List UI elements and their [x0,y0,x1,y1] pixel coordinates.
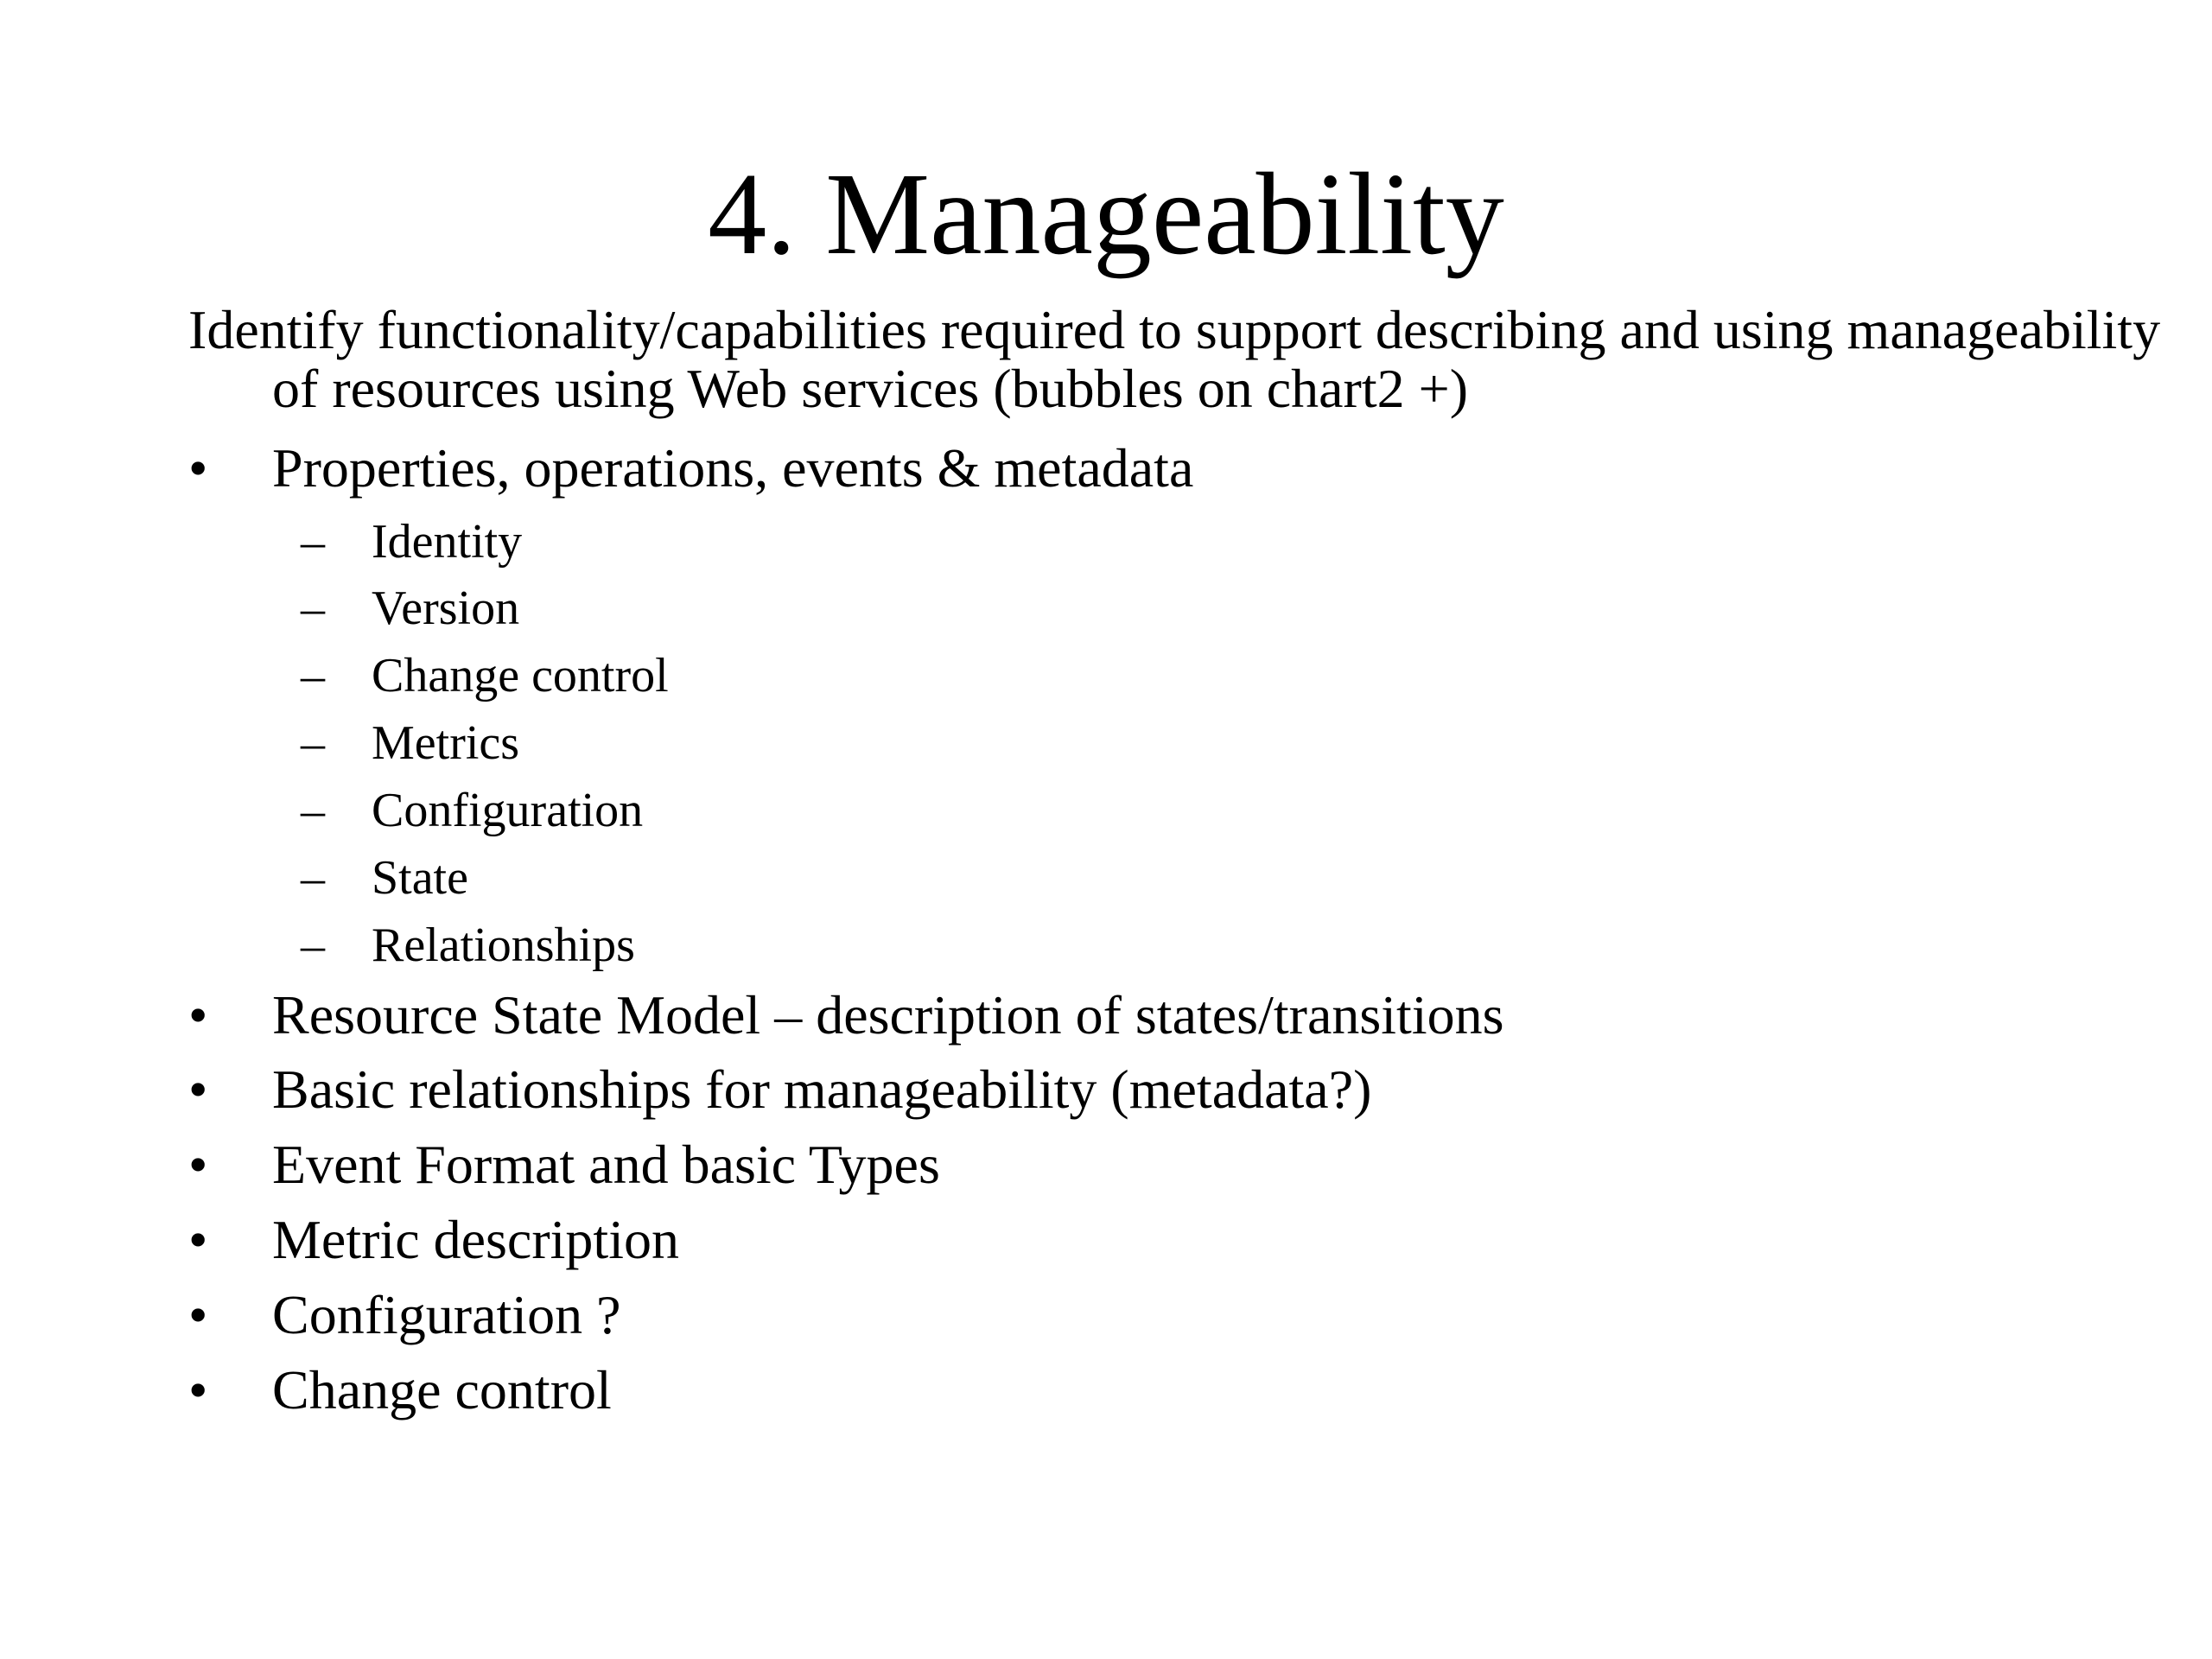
bullet-marker: • [188,1359,208,1421]
bullet-marker: • [188,1058,208,1120]
bullet-marker: • [188,437,208,499]
slide-title: 4. Manageability [708,149,1504,279]
dash-marker: – [301,716,325,770]
sub-item-text: Metrics [372,716,520,770]
dash-marker: – [301,515,325,569]
dash-marker: – [301,918,325,972]
sub-item-text: Configuration [372,784,644,837]
bullet-marker: • [188,1209,208,1270]
bullet-text: Change control [272,1359,612,1421]
sub-item-text: Change control [372,649,669,702]
bullet-text: Basic relationships for manageability (metadata?) [272,1058,1372,1120]
bullet-marker: • [188,1134,208,1195]
dash-marker: – [301,649,325,702]
dash-marker: – [301,851,325,905]
dash-marker: – [301,784,325,837]
intro-paragraph [188,301,2173,418]
bullet-text: Resource State Model – description of states/transitions [272,984,1504,1046]
bullet-text: Properties, operations, events & metadata [272,437,1194,499]
sub-item-text: State [372,851,468,905]
intro-line-2: manageability of resources using Web services (bubbles on chart2 +) [272,299,2161,419]
intro-line-1: Identify functionality/capabilities required to support describing and using [188,299,1834,360]
sub-item-text: Identity [372,515,523,569]
bullet-text: Metric description [272,1209,679,1270]
bullet-marker: • [188,1284,208,1345]
bullet-text: Event Format and basic Types [272,1134,940,1195]
dash-marker: – [301,582,325,635]
bullet-text: Configuration ? [272,1284,621,1345]
sub-item-text: Relationships [372,918,635,972]
bullet-marker: • [188,984,208,1046]
sub-item-text: Version [372,582,520,635]
